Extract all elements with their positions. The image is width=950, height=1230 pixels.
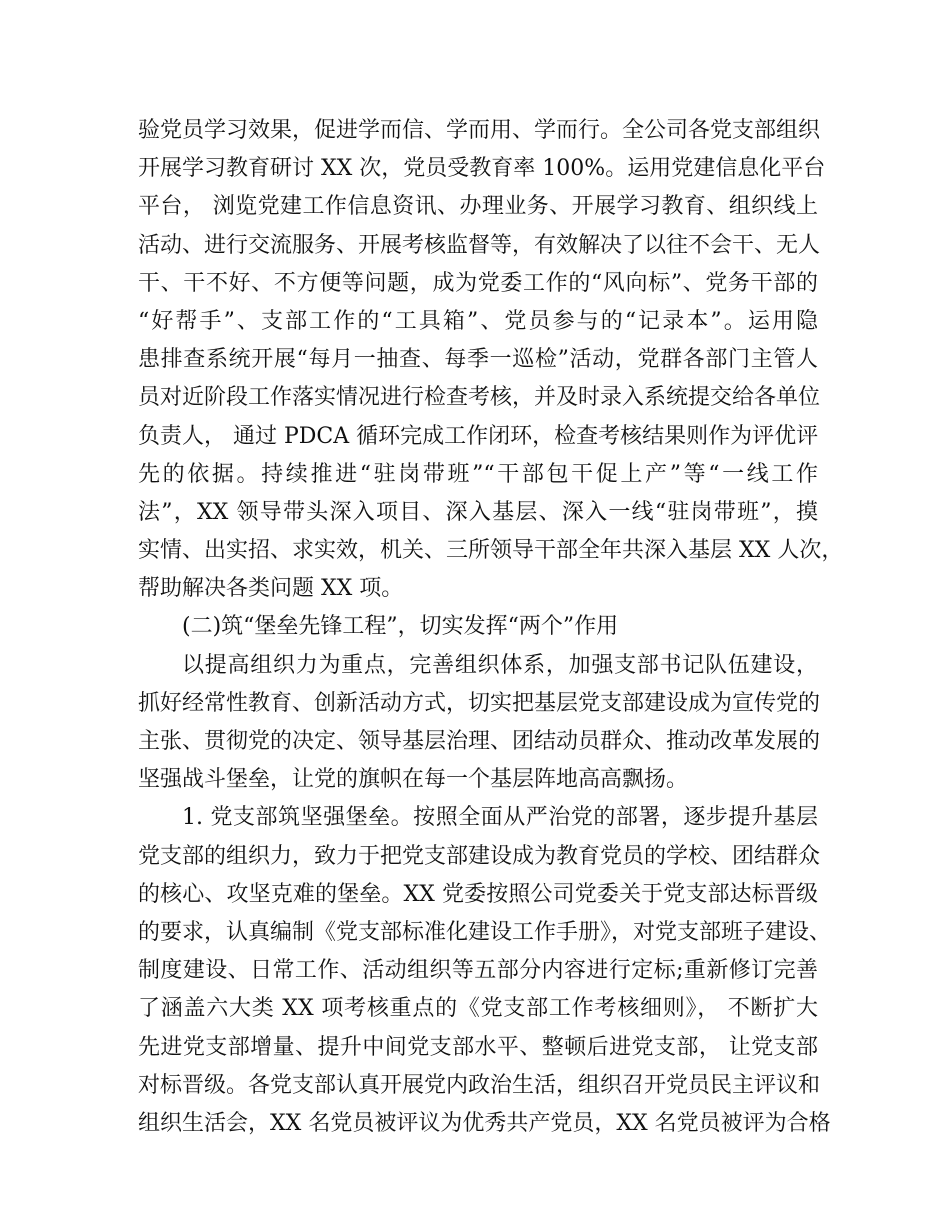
text-line: 组织生活会，XX 名党员被评议为优秀共产党员，XX 名党员被评为合格: [138, 1110, 831, 1136]
text-line: 了涵盖六大类 XX 项考核重点的《党支部工作考核细则》， 不断扩大: [138, 996, 818, 1022]
text-line: 1. 党支部筑坚强堡垒。按照全面从严治党的部署，逐步提升基层: [182, 805, 818, 831]
text-line: 主张、贯彻党的决定、领导基层治理、团结动员群众、推动改革发展的: [138, 729, 821, 754]
text-line: 帮助解决各类问题 XX 项。: [138, 576, 404, 602]
text-line: 坚强战斗堡垒，让党的旗帜在每一个基层阵地高高飘扬。: [138, 767, 689, 793]
text-line: 以提高组织力为重点，完善组织体系，加强支部书记队伍建设，: [182, 652, 818, 678]
text-line: 负责人， 通过 PDCA 循环完成工作闭环，检查考核结果则作为评优评: [138, 423, 819, 449]
text-line: 对标晋级。各党支部认真开展党内政治生活，组织召开党员民主评议和: [138, 1072, 821, 1098]
text-line: 先进党支部增量、提升中间党支部水平、整顿后进党支部， 让党支部: [138, 1034, 818, 1060]
text-line: 开展学习教育研讨 XX 次，党员受教育率 100%。运用党建信息化平台: [138, 156, 826, 182]
section-heading: (二)筑“堡垒先锋工程”，切实发挥“两个”作用: [182, 614, 619, 640]
text-line: 实情、出实招、求实效，机关、三所领导干部全年共深入基层 XX 人次，: [138, 538, 844, 564]
text-line: “好帮手”、支部工作的“工具箱”、党员参与的“记录本”。运用隐: [138, 308, 818, 334]
text-line: 员对近阶段工作落实情况进行检查考核，并及时录入系统提交给各单位: [138, 385, 821, 411]
text-line: 活动、进行交流服务、开展考核监督等，有效解决了以往不会干、无人: [138, 232, 821, 258]
text-line: 抓好经常性教育、创新活动方式，切实把基层党支部建设成为宣传党的: [138, 690, 821, 716]
text-line: 验党员学习效果，促进学而信、学而用、学而行。全公司各党支部组织: [138, 118, 821, 143]
text-line: 制度建设、日常工作、活动组织等五部分内容进行定标;重新修订完善: [138, 958, 818, 984]
text-line: 患排查系统开展“每月一抽查、每季一巡检”活动，党群各部门主管人: [138, 347, 818, 373]
document-body: [138, 112, 844, 1143]
text-line: 的要求，认真编制《党支部标准化建设工作手册》，对党支部班子建设、: [138, 919, 832, 945]
text-line: 的核心、攻坚克难的堡垒。XX 党委按照公司党委关于党支部达标晋级: [138, 881, 818, 907]
text-line: 干、干不好、不方便等问题，成为党委工作的“风向标”、党务干部的: [138, 270, 818, 296]
text-line: 法”，XX 领导带头深入项目、深入基层、深入一线“驻岗带班”，摸: [138, 499, 818, 525]
text-line: 党支部的组织力，致力于把党支部建设成为教育党员的学校、团结群众: [138, 843, 821, 869]
text-line: 平台， 浏览党建工作信息资讯、办理业务、开展学习教育、组织线上: [138, 194, 818, 220]
text-line: 先的依据。持续推进“驻岗带班”“干部包干促上产”等“一线工作: [138, 461, 818, 487]
